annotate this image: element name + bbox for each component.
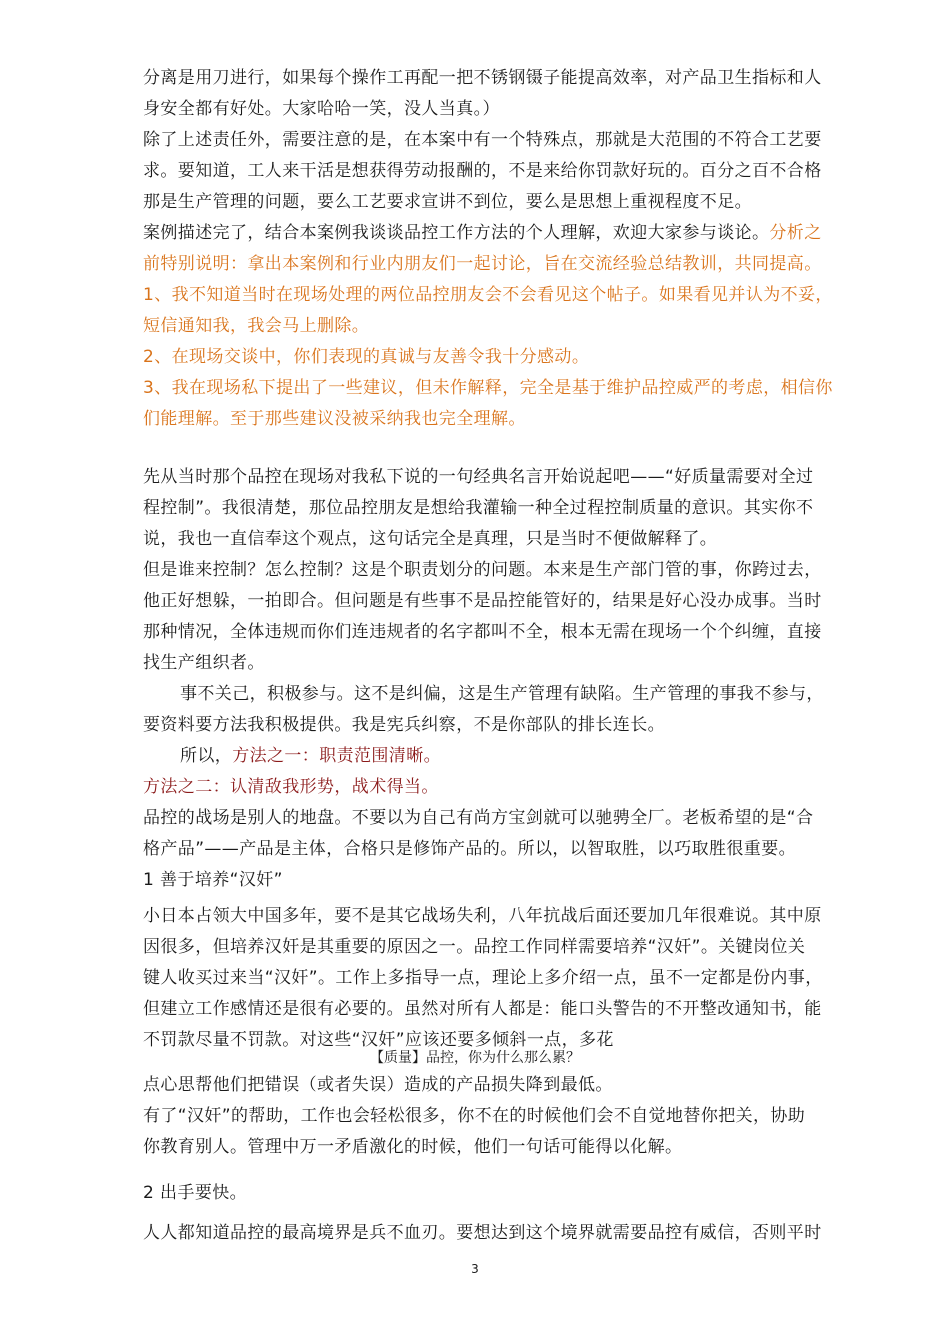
paragraph-line: 先从当时那个品控在现场对我私下说的一句经典名言开始说起吧——“好质量需要对全过 — [143, 467, 814, 487]
paragraph-line: 分离是用刀进行，如果每个操作工再配一把不锈钢镊子能提高效率，对产品卫生指标和人 — [143, 68, 822, 88]
paragraph-line: 求。要知道，工人来干活是想获得劳动报酬的，不是来给你罚款好玩的。百分之百不合格 — [143, 161, 822, 181]
paragraph-line: 那种情况，全体违规而你们连违规者的名字都叫不全，根本无需在现场一个个纠缠，直接 — [143, 622, 822, 642]
note-line: 前特别说明：拿出本案例和行业内朋友们一起讨论，旨在交流经验总结教训，共同提高。 — [143, 254, 822, 274]
paragraph-line: 不罚款尽量不罚款。对这些“汉奸”应该还要多倾斜一点，多花 — [143, 1030, 614, 1050]
paragraph-line: 除了上述责任外，需要注意的是，在本案中有一个特殊点，那就是大范围的不符合工艺要 — [143, 130, 822, 150]
paragraph-line: 键人收买过来当“汉奸”。工作上多指导一点，理论上多介绍一点，虽不一定都是份内事， — [143, 968, 823, 988]
paragraph-line: 但是谁来控制？怎么控制？这是个职责划分的问题。本来是生产部门管的事，你跨过去， — [143, 560, 822, 580]
paragraph-line: 但建立工作感情还是很有必要的。虽然对所有人都是：能口头警告的不开整改通知书，能 — [143, 999, 822, 1019]
subheading: 2 出手要快。 — [143, 1183, 248, 1203]
subheading: 1 善于培养“汉奸” — [143, 870, 283, 890]
paragraph-line: 说，我也一直信奉这个观点，这句话完全是真理，只是当时不便做解释了。 — [143, 529, 718, 549]
paragraph-line: 案例描述完了，结合本案例我谈谈品控工作方法的个人理解，欢迎大家参与谈论。分析之 — [143, 223, 822, 243]
paragraph-line: 要资料要方法我积极提供。我是宪兵纠察，不是你部队的排长连长。 — [143, 715, 665, 735]
paragraph-line: 有了“汉奸”的帮助，工作也会轻松很多，你不在的时候他们会不自觉地替你把关，协助 — [143, 1106, 806, 1126]
paragraph-line: 小日本占领大中国多年，要不是其它战场失利，八年抗战后面还要加几年很难说。其中原 — [143, 906, 822, 926]
paragraph-line: 人人都知道品控的最高境界是兵不血刃。要想达到这个境界就需要品控有威信，否则平时 — [143, 1223, 822, 1243]
note-line: 2、在现场交谈中，你们表现的真诚与友善令我十分感动。 — [143, 347, 590, 367]
note-line: 1、我不知道当时在现场处理的两位品控朋友会不会看见这个帖子。如果看见并认为不妥， — [143, 285, 833, 305]
method-heading: 方法之二：认清敌我形势，战术得当。 — [143, 777, 439, 797]
note-line: 3、我在现场私下提出了一些建议，但未作解释，完全是基于维护品控威严的考虑，相信你 — [143, 378, 833, 398]
page-number: 3 — [471, 1262, 479, 1276]
paragraph-line: 点心思帮他们把错误（或者失误）造成的产品损失降到最低。 — [143, 1075, 613, 1095]
paragraph-line: 找生产组织者。 — [143, 653, 265, 673]
paragraph-line: 身安全都有好处。大家哈哈一笑，没人当真。） — [143, 99, 500, 119]
method-heading: 所以，方法之一：职责范围清晰。 — [180, 746, 442, 766]
paragraph-line: 事不关己，积极参与。这不是纠偏，这是生产管理有缺陷。生产管理的事我不参与， — [180, 684, 824, 704]
paragraph-line: 因很多，但培养汉奸是其重要的原因之一。品控工作同样需要培养“汉奸”。关键岗位关 — [143, 937, 806, 957]
paragraph-line: 他正好想躲，一拍即合。但问题是有些事不是品控能管好的，结果是好心没办成事。当时 — [143, 591, 822, 611]
note-line: 短信通知我，我会马上删除。 — [143, 316, 370, 336]
running-header-caption: 【质量】品控，你为什么那么累？ — [370, 1050, 580, 1066]
paragraph-line: 你教育别人。管理中万一矛盾激化的时候，他们一句话可能得以化解。 — [143, 1137, 683, 1157]
paragraph-line: 那是生产管理的问题，要么工艺要求宣讲不到位，要么是思想上重视程度不足。 — [143, 192, 752, 212]
note-line: 们能理解。至于那些建议没被采纳我也完全理解。 — [143, 409, 526, 429]
paragraph-line: 程控制”。我很清楚，那位品控朋友是想给我灌输一种全过程控制质量的意识。其实你不 — [143, 498, 814, 518]
paragraph-line: 格产品”——产品是主体，合格只是修饰产品的。所以，以智取胜，以巧取胜很重要。 — [143, 839, 797, 859]
paragraph-line: 品控的战场是别人的地盘。不要以为自己有尚方宝剑就可以驰骋全厂。老板希望的是“合 — [143, 808, 814, 828]
